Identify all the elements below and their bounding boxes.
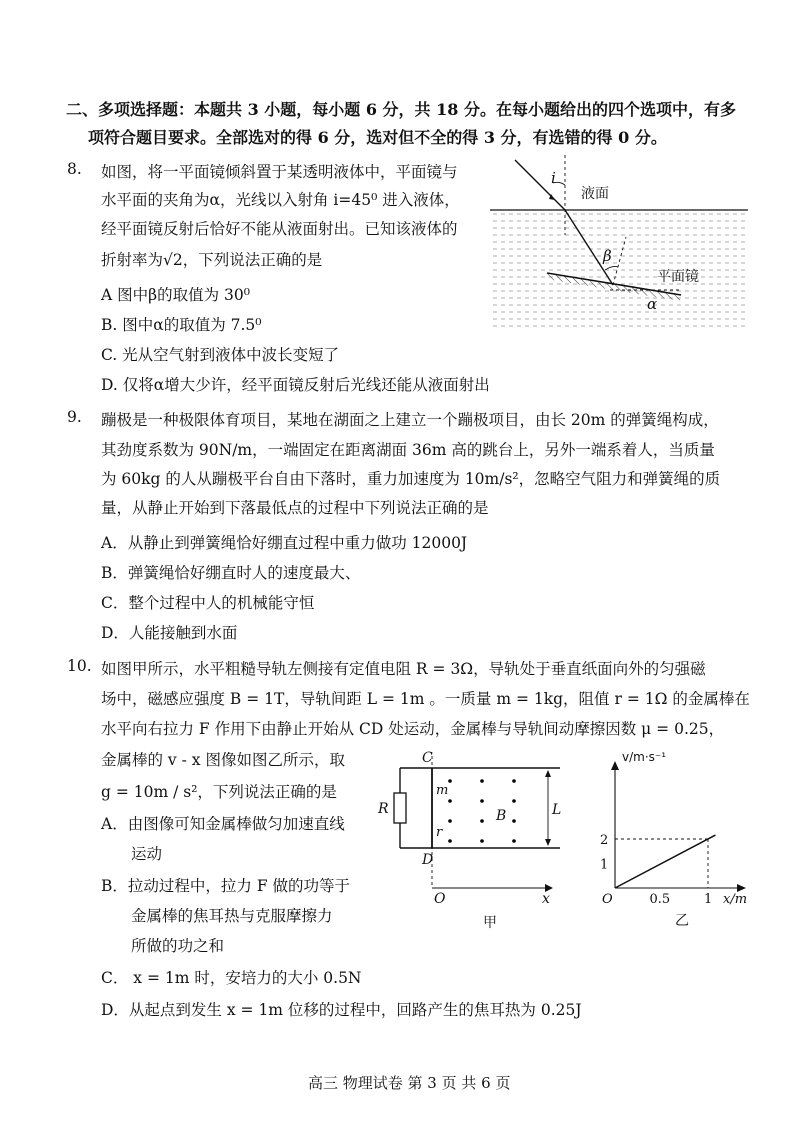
v-x-line: [615, 835, 715, 888]
label-x: x: [542, 891, 550, 907]
page-footer: 高三 物理试卷 第 3 页 共 6 页: [308, 1074, 511, 1092]
q10-option-c: C． x = 1m 时，安培力的大小 0.5N: [101, 969, 362, 987]
q9-line3: 为 60kg 的人从蹦极平台自由下落时，重力加速度为 10m/s²，忽略空气阻力和弹簧绳的质: [101, 470, 721, 488]
x-tick-label-0-5: 0.5: [649, 892, 671, 907]
q10-option-b-line1: B．拉动过程中，拉力 F 做的功等于: [101, 877, 351, 895]
q9-option-c: C．整个过程中人的机械能守恒: [101, 594, 315, 612]
q9-option-b: B．弹簧绳恰好绷直时人的速度最大、: [101, 564, 361, 582]
q10-option-b-line3: 所做的功之和: [131, 937, 225, 955]
q8-option-c: C. 光从空气射到液体中波长变短了: [101, 346, 340, 364]
q8-option-a: A 图中β的取值为 30⁰: [101, 286, 250, 304]
q8-line1: 如图，将一平面镜倾斜置于某透明液体中，平面镜与: [101, 163, 458, 181]
caption-yi: 乙: [675, 913, 689, 929]
angle-beta-label: β: [603, 247, 612, 265]
q10-figure-yi: [590, 745, 770, 935]
caption-jia: 甲: [483, 915, 497, 931]
q8-number: 8.: [67, 160, 82, 178]
q8-line4: 折射率为√2，下列说法正确的是: [101, 251, 323, 269]
label-r-rod: r: [436, 825, 443, 840]
q10-option-b-line2: 金属棒的焦耳热与克服摩擦力: [131, 907, 333, 925]
y-tick-label-1: 1: [600, 857, 609, 873]
dimension-arrow-up-icon: [545, 770, 551, 777]
x-tick-label-1: 1: [704, 892, 713, 907]
dimension-arrow-down-icon: [545, 839, 551, 846]
q9-line1: 蹦极是一种极限体育项目，某地在湖面之上建立一个蹦极项目，由长 20m 的弹簧绳构成，: [101, 411, 719, 429]
q10-option-a-line2: 运动: [131, 845, 163, 863]
q10-figure-jia: [370, 748, 575, 933]
q8-option-b: B. 图中α的取值为 7.5⁰: [101, 316, 262, 334]
q9-option-d: D．人能接触到水面: [101, 624, 238, 642]
y-axis-label: v/m·s⁻¹: [622, 750, 667, 764]
q10-line2: 场中，磁感应强度 B = 1T，导轨间距 L = 1m 。一质量 m = 1kg，阻值 r = 1Ω 的金属棒在: [101, 690, 750, 708]
q10-line3: 水平向右拉力 F 作用下由静止开始从 CD 处运动，金属棒与导轨间动摩擦因数 μ = 0.25，: [101, 720, 725, 738]
q9-option-a: A．从静止到弹簧绳恰好绷直过程中重力做功 12000J: [101, 534, 468, 552]
q10-number: 10.: [67, 657, 92, 675]
liquid-area: [490, 210, 748, 330]
q9-line4: 量，从静止开始到下落最低点的过程中下列说法正确的是: [101, 499, 489, 517]
q9-number: 9.: [67, 408, 82, 426]
label-m: m: [436, 783, 449, 798]
surface-label: 液面: [581, 186, 609, 202]
q8-figure: [485, 155, 750, 335]
label-r-resistor: R: [378, 801, 389, 817]
resistor-r: [394, 793, 406, 823]
origin-label: O: [602, 892, 613, 907]
label-b: B: [496, 808, 507, 824]
y-tick-label-2: 2: [600, 833, 609, 848]
section-header-line2: 项符合题目要求。全部选对的得 6 分，选对但不全的得 3 分，有选错的得 0 分。: [88, 128, 667, 147]
angle-alpha-label: α: [647, 295, 658, 313]
incident-ray: [515, 160, 565, 210]
q9-line2: 其劲度系数为 90N/m，一端固定在距离湖面 36m 高的跳台上，另外一端系着人，当质量: [101, 441, 715, 459]
q8-line2: 水平面的夹角为α，光线以入射角 i=45⁰ 进入液体，: [101, 191, 460, 209]
label-c: C: [422, 750, 433, 766]
q10-line4: 金属棒的 v - x 图像如图乙所示，取: [101, 751, 345, 769]
q10-option-d: D．从起点到发生 x = 1m 位移的过程中，回路产生的焦耳热为 0.25J: [101, 1001, 582, 1019]
angle-i-label: i: [551, 169, 556, 187]
label-d: D: [422, 852, 434, 868]
x-axis-arrow-icon: [737, 884, 746, 892]
label-l: L: [552, 802, 562, 818]
q8-line3: 经平面镜反射后恰好不能从液面射出。已知该液体的: [101, 220, 458, 238]
q10-line1: 如图甲所示，水平粗糙导轨左侧接有定值电阻 R = 3Ω，导轨处于垂直纸面向外的匀强磁: [101, 660, 706, 678]
label-origin: O: [434, 891, 446, 907]
y-axis-arrow-icon: [611, 761, 619, 770]
mirror-label: 平面镜: [657, 269, 699, 285]
q8-option-d: D. 仅将α增大少许，经平面镜反射后光线还能从液面射出: [101, 376, 490, 394]
section-header-line1: 二、多项选择题：本题共 3 小题，每小题 6 分，共 18 分。在每小题给出的四个选项中，有多: [66, 100, 736, 119]
x-axis-label: x/m: [723, 892, 748, 907]
q10-option-a-line1: A．由图像可知金属棒做匀加速直线: [101, 815, 345, 833]
q10-line5: g = 10m / s²，下列说法正确的是: [101, 783, 337, 801]
